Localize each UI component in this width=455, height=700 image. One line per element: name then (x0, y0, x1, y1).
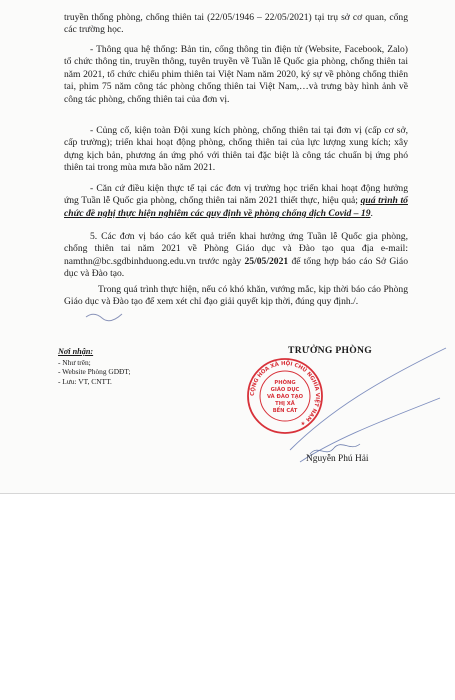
recipients-title: Nơi nhận: (58, 347, 94, 356)
recipient-item: - Lưu: VT, CNTT. (58, 376, 112, 386)
svg-text:BẾN CÁT: BẾN CÁT (272, 408, 298, 414)
paragraph-conditions (64, 183, 408, 220)
official-seal (246, 357, 324, 435)
conditions-text: - Căn cứ điều kiện thực tế tại các đơn vị trường học triển khai hoạt động hưởng ứng Tuần lễ Quốc gia phòng, chống thiên tai năm 2021 thiết thực, hiệu quả; (64, 183, 408, 207)
paragraph-information-systems: - Thông qua hệ thống: Bản tin, cổng thông tin điện tử (Website, Facebook, Zalo) tổ chức thông tin, truyền thông, tuyên truyền về Tuần lễ Quốc gia phòng, chống thiên tai năm 2021, tổ chức chiếu phim thiên tai Việt Nam năm 2020, ký sự về phòng chống thiên tai, phim 75 năm công tác phòng chống thiên tai Việt Nam,…và trưng bày hình ảnh về công tác phòng, chống thiên tai của đơn vị. (64, 44, 408, 105)
recipient-item: - Website Phòng GDĐT; (58, 367, 131, 377)
paragraph-report (64, 231, 408, 281)
initial-mark (84, 309, 124, 323)
page-edge (0, 493, 455, 494)
signer-title: TRƯỞNG PHÒNG (288, 345, 372, 356)
svg-text:CỘNG HÒA XÃ HỘI CHỦ NGHĨA VIỆT: CỘNG HÒA XÃ HỘI CHỦ NGHĨA VIỆT NAM ★ (249, 360, 321, 427)
paragraph-strike-team: - Củng cố, kiện toàn Đội xung kích phòng, chống thiên tai tại đơn vị (cấp cơ sở, cấp trường); triển khai hoạt động phòng, chống thiên tai của lực lượng xung kích; xây dựng kịch bản, phương án ứng phó với thiên tai đặc biệt là công tác chuẩn bị ứng phó thiên tai trong mùa mưa bão năm 2021. (64, 125, 408, 174)
report-text: 5. Các đơn vị báo cáo kết quả triển khai hưởng ứng Tuần lễ Quốc gia phòng, chống thiên tai năm 2021 về Phòng Giáo dục và Đào tạo qua địa e-mail: namthn@bc.sgdbinhduong.edu.vn trước ngày (64, 231, 408, 267)
paragraph-traditions: truyền thống phòng, chống thiên tai (22/05/1946 – 22/05/2021) tại trụ sở cơ quan, cổng các trường học. (64, 12, 408, 36)
recipients-list (58, 358, 131, 386)
recipient-item: - Như trên; (58, 358, 91, 367)
report-text-end: để tổng hợp báo cáo Sở Giáo dục và Đào tạo. (64, 255, 408, 280)
conditions-end: . (370, 207, 373, 219)
svg-text:GIÁO DỤC: GIÁO DỤC (270, 387, 300, 393)
svg-text:PHÒNG: PHÒNG (274, 380, 296, 386)
svg-text:VÀ ĐÀO TẠO: VÀ ĐÀO TẠO (266, 394, 304, 400)
signer-name: Nguyễn Phú Hải (306, 454, 369, 464)
paragraph-closing: Trong quá trình thực hiện, nếu có khó khăn, vướng mắc, kịp thời báo cáo Phòng Giáo dục và Đào tạo để xem xét chỉ đạo giải quyết kịp thời, đúng quy định./. (64, 284, 408, 308)
report-deadline: 25/05/2021 (244, 255, 289, 267)
svg-text:THỊ XÃ: THỊ XÃ (275, 401, 295, 407)
covid-emphasis: quá trình tổ chức đề nghị thực hiện nghiêm các quy định về phòng chống dịch Covid – 19 (64, 195, 408, 219)
